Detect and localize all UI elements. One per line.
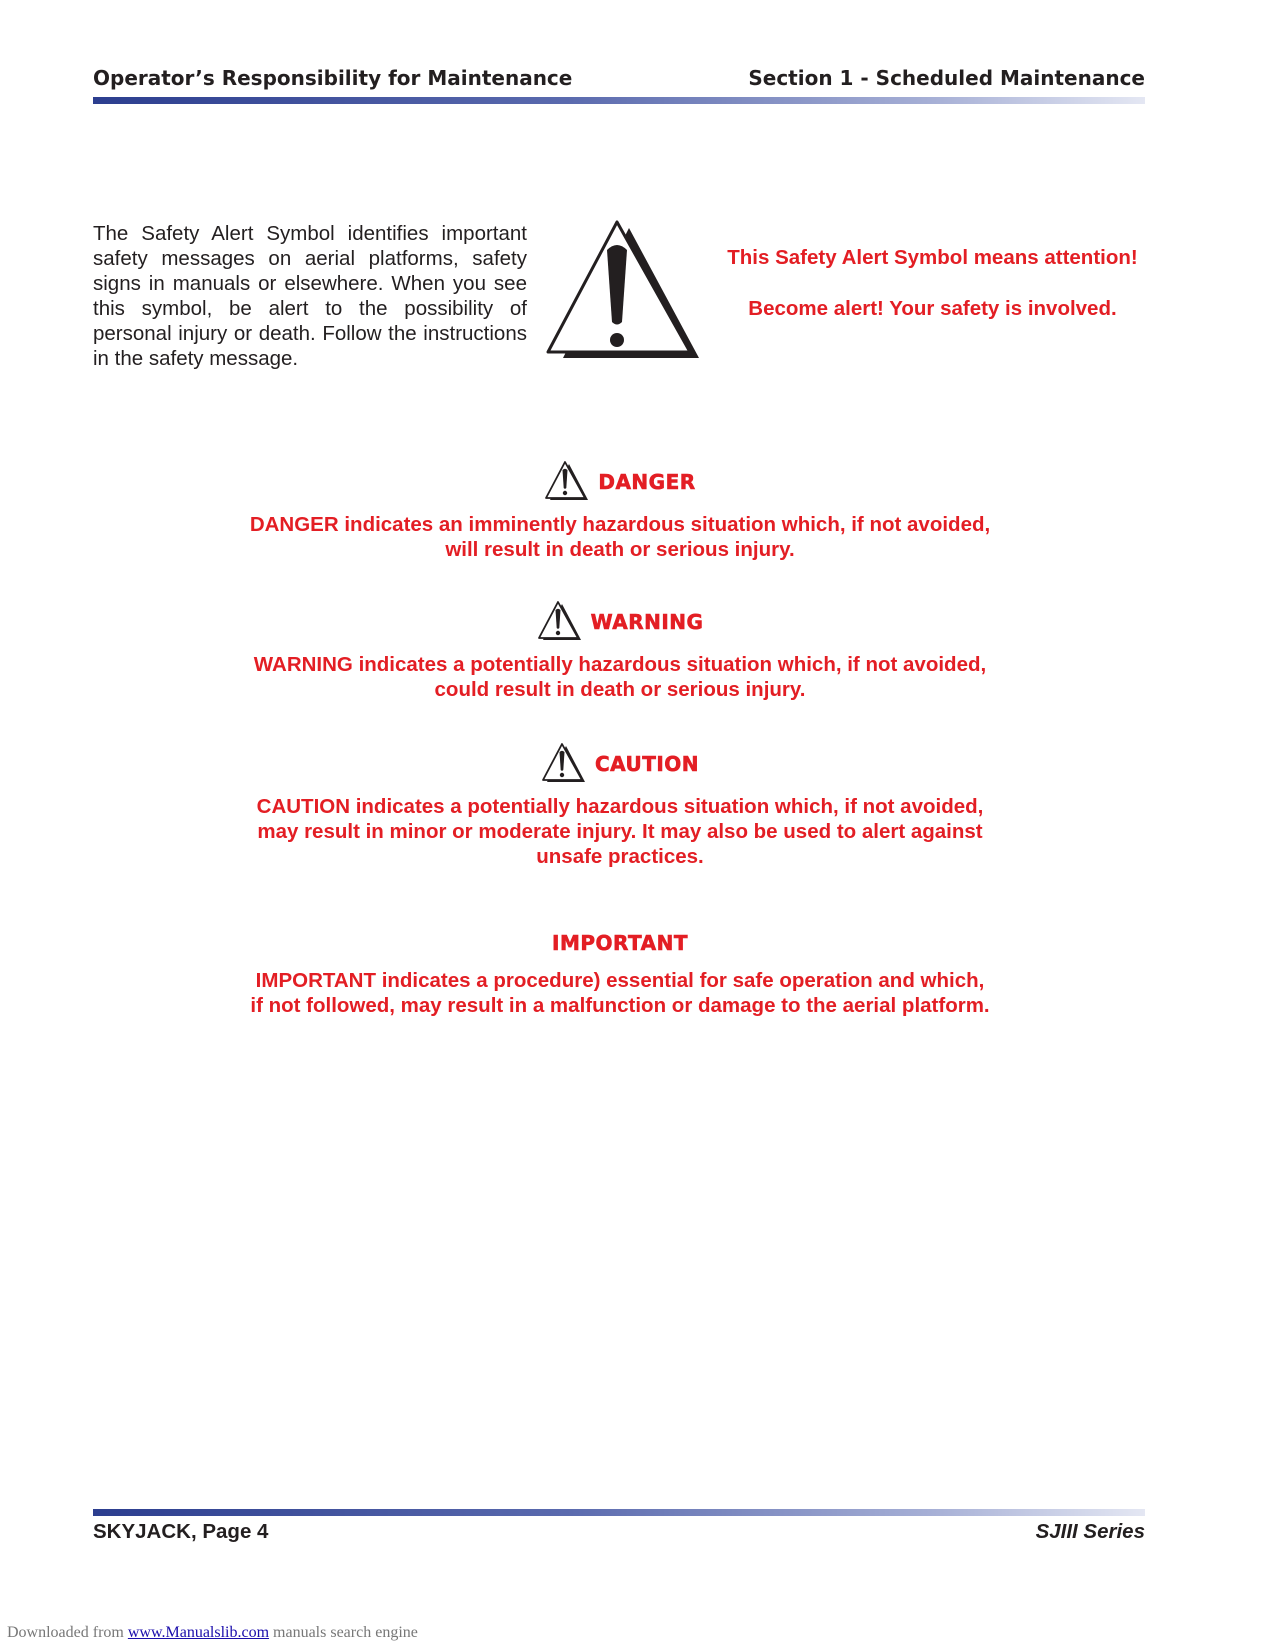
footer-rule [93,1509,1145,1516]
danger-block [200,460,1040,562]
safety-alert-icon [544,218,702,366]
safety-alert-icon [541,742,587,786]
warning-line-1: WARNING indicates a potentially hazardous situation which, if not avoided, [253,653,987,676]
important-heading [200,928,1040,958]
important-word: IMPORTANT [552,931,688,955]
warning-word: WARNING [590,610,704,634]
safety-alert-icon [537,600,583,644]
intro-paragraph: The Safety Alert Symbol identifies important safety messages on aerial platforms, safety signs in manuals or elsewhere. When you see this symbol, be alert to the possibility of personal injury or death. Follow the instructions in the safety message. [93,222,527,370]
safety-alert-meaning [720,245,1145,347]
caution-block [200,742,1040,869]
danger-word: DANGER [598,470,696,494]
header-right-title: Section 1 - Scheduled Maintenance [748,66,1145,90]
download-suffix: manuals search engine [273,1624,418,1641]
danger-heading [200,460,1040,504]
important-line-2: if not followed, may result in a malfunction or damage to the aerial platform. [250,994,990,1017]
caution-description [200,794,1040,869]
warning-line-2: could result in death or serious injury. [434,678,806,701]
warning-block [200,600,1040,702]
warning-description [200,652,1040,702]
meaning-line-1: This Safety Alert Symbol means attention! [727,246,1138,269]
danger-line-1: DANGER indicates an imminently hazardous situation which, if not avoided, [249,513,991,536]
danger-line-2: will result in death or serious injury. [445,538,795,561]
caution-line-3: unsafe practices. [536,845,704,868]
footer-series-label: SJIII Series [1035,1520,1145,1543]
footer-page-label: SKYJACK, Page 4 [93,1520,269,1543]
download-prefix: Downloaded from [7,1624,124,1641]
important-line-1: IMPORTANT indicates a procedure) essential for safe operation and which, [255,969,985,992]
important-description [200,968,1040,1018]
download-notice [7,1624,418,1642]
caution-line-1: CAUTION indicates a potentially hazardous situation which, if not avoided, [256,795,984,818]
caution-line-2: may result in minor or moderate injury. It may also be used to alert against [257,820,983,843]
header-left-title: Operator’s Responsibility for Maintenance [93,66,573,90]
danger-description [200,512,1040,562]
meaning-line-2: Become alert! Your safety is involved. [748,297,1117,320]
warning-heading [200,600,1040,644]
caution-heading [200,742,1040,786]
manualslib-link[interactable]: www.Manualslib.com [127,1624,270,1641]
caution-word: CAUTION [594,752,700,776]
safety-alert-icon [544,460,590,504]
header-rule [93,97,1145,104]
important-block [200,928,1040,1018]
